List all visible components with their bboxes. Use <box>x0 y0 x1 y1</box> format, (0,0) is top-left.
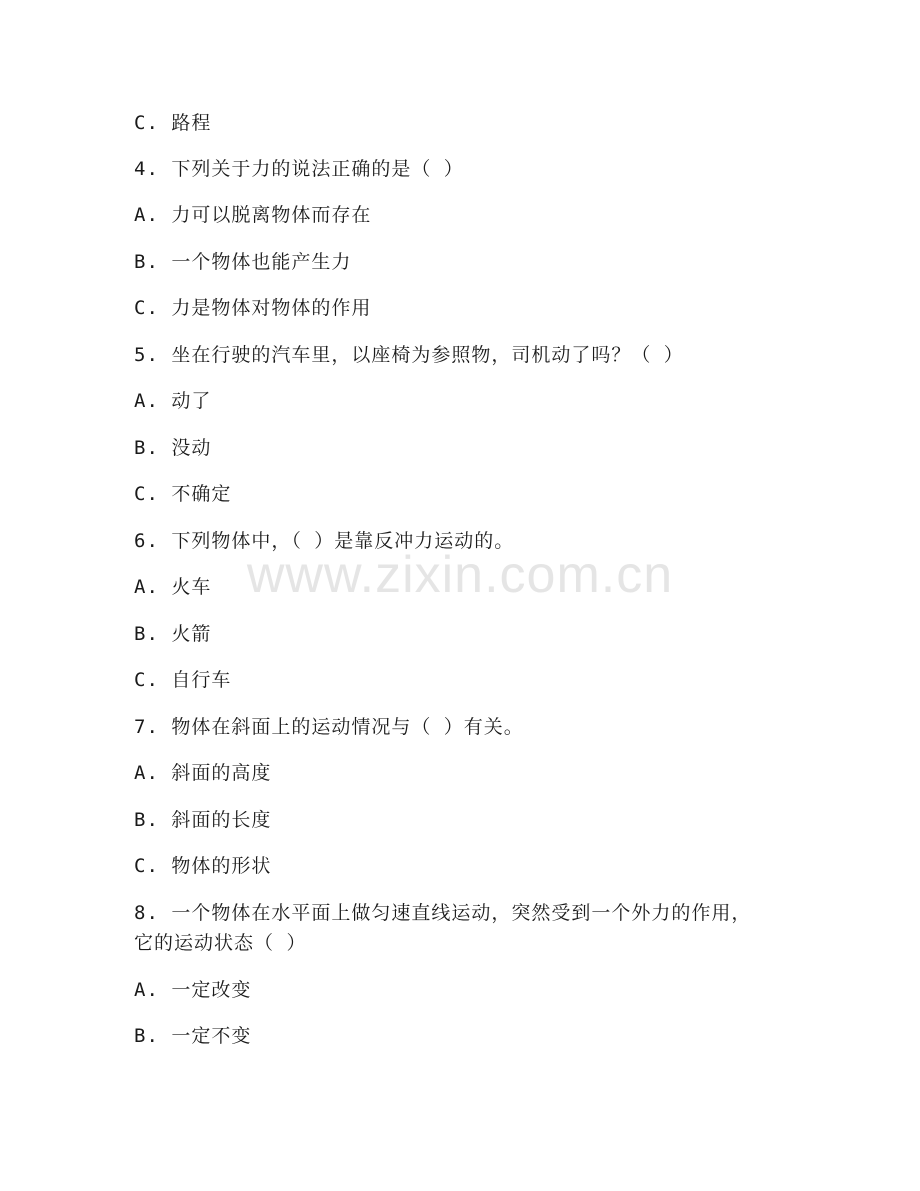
question-7: 7. 物体在斜面上的运动情况与（ ）有关。 <box>134 716 524 738</box>
option-4b: B. 一个物体也能产生力 <box>134 251 352 273</box>
option-6c: C. 自行车 <box>134 669 232 691</box>
option-7b: B. 斜面的长度 <box>134 809 272 831</box>
option-4a: A. 力可以脱离物体而存在 <box>134 204 372 226</box>
option-6b: B. 火箭 <box>134 623 212 645</box>
option-7a: A. 斜面的高度 <box>134 762 272 784</box>
question-6: 6. 下列物体中，（ ）是靠反冲力运动的。 <box>134 530 515 552</box>
option-6a: A. 火车 <box>134 576 212 598</box>
option-3c: C. 路程 <box>134 112 212 134</box>
option-5b: B. 没动 <box>134 437 212 459</box>
question-4: 4. 下列关于力的说法正确的是（ ） <box>134 158 464 180</box>
option-5c: C. 不确定 <box>134 483 232 505</box>
question-8-line-2: 它的运动状态（ ） <box>134 932 307 954</box>
option-8a: A. 一定改变 <box>134 979 252 1001</box>
option-4c: C. 力是物体对物体的作用 <box>134 297 372 319</box>
option-7c: C. 物体的形状 <box>134 855 272 877</box>
question-5: 5. 坐在行驶的汽车里，以座椅为参照物，司机动了吗？（ ） <box>134 344 684 366</box>
question-8-line-1: 8. 一个物体在水平面上做匀速直线运动，突然受到一个外力的作用， <box>134 902 752 924</box>
option-8b: B. 一定不变 <box>134 1025 252 1047</box>
watermark: www.zixin.com.cn <box>246 546 674 604</box>
option-5a: A. 动了 <box>134 390 212 412</box>
